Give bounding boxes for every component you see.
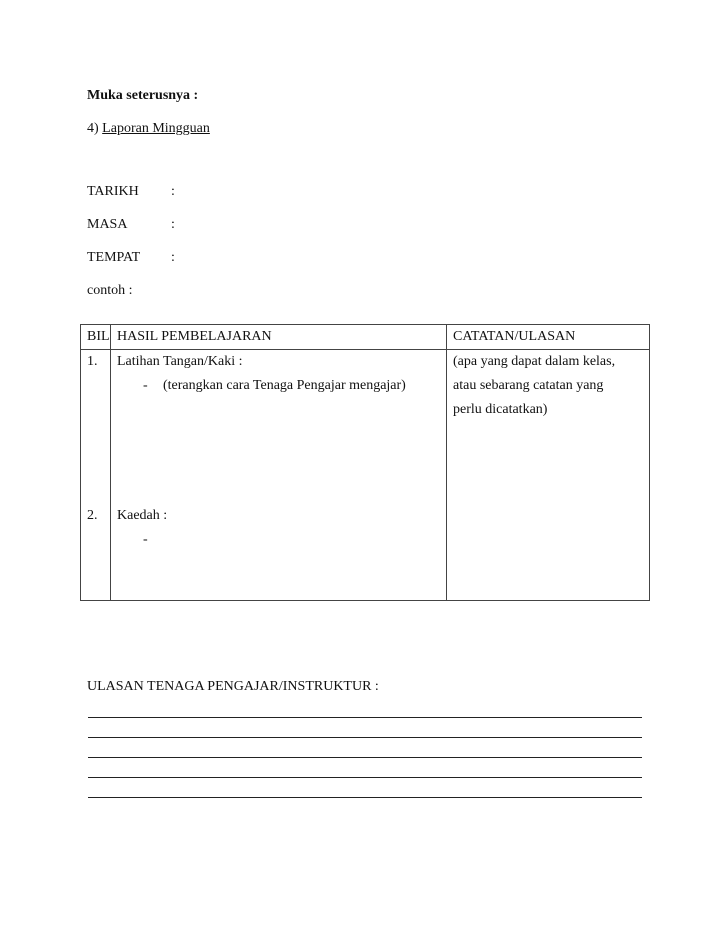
row1-title: Latihan Tangan/Kaki :: [117, 354, 243, 369]
table-cell-catatan: [447, 350, 650, 601]
header-bil: BIL: [81, 325, 111, 350]
header-catatan-ulasan: CATATAN/ULASAN: [447, 325, 650, 350]
row1-bullet: [117, 374, 446, 398]
comments-title: ULASAN TENAGA PENGAJAR/INSTRUKTUR :: [87, 679, 379, 694]
row2-title: Kaedah :: [117, 508, 168, 523]
field-tempat-colon: :: [171, 250, 175, 265]
next-page-heading: Muka seterusnya :: [87, 88, 199, 103]
row2-bullet-dash: -: [143, 532, 148, 547]
comment-line[interactable]: [88, 777, 642, 778]
example-label: contoh :: [87, 283, 133, 298]
header-hasil-pembelajaran: HASIL PEMBELAJARAN: [111, 325, 447, 350]
section-title: Laporan Mingguan: [102, 121, 210, 136]
table-cell-bil: [81, 350, 111, 601]
section-heading: [87, 121, 210, 137]
note-line-3: perlu dicatatkan): [453, 402, 548, 417]
table-cell-hasil: [111, 350, 447, 601]
field-masa-label: MASA: [87, 217, 128, 232]
table-row: [81, 350, 650, 601]
field-masa-colon: :: [171, 217, 175, 232]
table-header-row: [81, 325, 650, 350]
row2-number: 2.: [87, 508, 98, 523]
note-line-1: (apa yang dapat dalam kelas,: [453, 354, 616, 369]
note-line-2: atau sebarang catatan yang: [453, 378, 604, 393]
field-tempat-label: TEMPAT: [87, 250, 141, 265]
row1-bullet-dash: -: [143, 378, 148, 393]
field-tarikh-label: TARIKH: [87, 184, 139, 199]
comment-line[interactable]: [88, 717, 642, 718]
comment-line[interactable]: [88, 737, 642, 738]
row1-bullet-text: (terangkan cara Tenaga Pengajar mengajar): [163, 378, 406, 393]
row1-number: 1.: [87, 354, 98, 369]
field-tarikh-colon: :: [171, 184, 175, 199]
row2-bullet: [117, 528, 446, 552]
section-number: 4): [87, 121, 99, 136]
comment-line[interactable]: [88, 757, 642, 758]
comment-line[interactable]: [88, 797, 642, 798]
report-table: [80, 324, 650, 601]
